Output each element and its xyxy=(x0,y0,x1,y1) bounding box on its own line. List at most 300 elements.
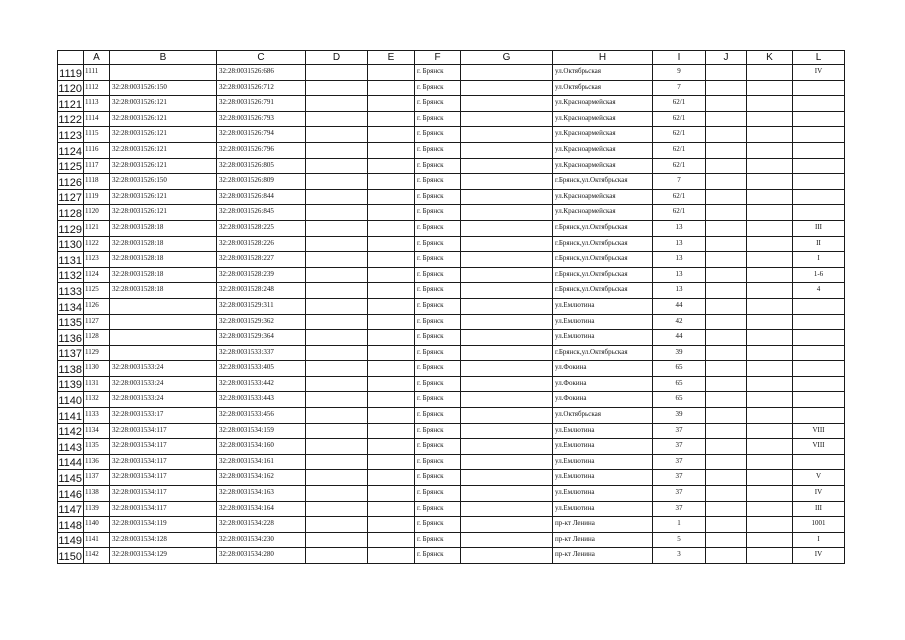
cell-f[interactable]: г. Брянск xyxy=(415,454,461,470)
cell-c[interactable]: 32:28:0031533:442 xyxy=(217,376,306,392)
cell-h[interactable]: ул.Фокина xyxy=(553,392,653,408)
cell-k[interactable] xyxy=(747,142,793,158)
cell-j[interactable] xyxy=(706,142,747,158)
cell-e[interactable] xyxy=(368,111,415,127)
cell-k[interactable] xyxy=(747,532,793,548)
cell-g[interactable] xyxy=(461,267,553,283)
cell-b[interactable]: 32:28:0031528:18 xyxy=(110,267,217,283)
cell-g[interactable] xyxy=(461,330,553,346)
cell-i[interactable]: 37 xyxy=(653,423,706,439)
row-number[interactable]: 1150 xyxy=(58,548,84,564)
cell-b[interactable]: 32:28:0031533:24 xyxy=(110,376,217,392)
cell-j[interactable] xyxy=(706,517,747,533)
cell-a[interactable]: 1120 xyxy=(84,205,110,221)
cell-k[interactable] xyxy=(747,330,793,346)
row-number[interactable]: 1141 xyxy=(58,408,84,424)
cell-d[interactable] xyxy=(306,470,368,486)
cell-c[interactable]: 32:28:0031526:844 xyxy=(217,189,306,205)
row-number[interactable]: 1122 xyxy=(58,111,84,127)
cell-g[interactable] xyxy=(461,298,553,314)
cell-l[interactable] xyxy=(793,376,845,392)
cell-l[interactable] xyxy=(793,205,845,221)
cell-f[interactable]: г. Брянск xyxy=(415,470,461,486)
row-number[interactable]: 1123 xyxy=(58,127,84,143)
cell-h[interactable]: ул.Емлютина xyxy=(553,439,653,455)
cell-b[interactable]: 32:28:0031533:24 xyxy=(110,361,217,377)
cell-l[interactable] xyxy=(793,392,845,408)
cell-b[interactable]: 32:28:0031526:121 xyxy=(110,127,217,143)
cell-k[interactable] xyxy=(747,96,793,112)
cell-i[interactable]: 13 xyxy=(653,236,706,252)
row-number[interactable]: 1120 xyxy=(58,80,84,96)
cell-e[interactable] xyxy=(368,439,415,455)
cell-d[interactable] xyxy=(306,486,368,502)
cell-d[interactable] xyxy=(306,220,368,236)
cell-l[interactable]: IV xyxy=(793,486,845,502)
cell-a[interactable]: 1129 xyxy=(84,345,110,361)
cell-j[interactable] xyxy=(706,532,747,548)
row-number[interactable]: 1126 xyxy=(58,174,84,190)
cell-h[interactable]: г.Брянск,ул.Октябрьская xyxy=(553,267,653,283)
cell-f[interactable]: г. Брянск xyxy=(415,548,461,564)
cell-c[interactable]: 32:28:0031528:248 xyxy=(217,283,306,299)
cell-k[interactable] xyxy=(747,345,793,361)
cell-i[interactable]: 65 xyxy=(653,361,706,377)
cell-c[interactable]: 32:28:0031528:227 xyxy=(217,252,306,268)
cell-c[interactable]: 32:28:0031534:163 xyxy=(217,486,306,502)
cell-c[interactable]: 32:28:0031533:456 xyxy=(217,408,306,424)
cell-a[interactable]: 1119 xyxy=(84,189,110,205)
row-number[interactable]: 1136 xyxy=(58,330,84,346)
cell-h[interactable]: ул.Красноармейская xyxy=(553,158,653,174)
row-number[interactable]: 1121 xyxy=(58,96,84,112)
cell-f[interactable]: г. Брянск xyxy=(415,236,461,252)
cell-b[interactable]: 32:28:0031526:121 xyxy=(110,189,217,205)
cell-d[interactable] xyxy=(306,80,368,96)
cell-b[interactable]: 32:28:0031526:121 xyxy=(110,96,217,112)
cell-j[interactable] xyxy=(706,252,747,268)
cell-f[interactable]: г. Брянск xyxy=(415,189,461,205)
cell-k[interactable] xyxy=(747,80,793,96)
cell-f[interactable]: г. Брянск xyxy=(415,361,461,377)
cell-d[interactable] xyxy=(306,111,368,127)
cell-h[interactable]: пр-кт Ленина xyxy=(553,532,653,548)
cell-d[interactable] xyxy=(306,189,368,205)
cell-d[interactable] xyxy=(306,174,368,190)
cell-d[interactable] xyxy=(306,142,368,158)
cell-k[interactable] xyxy=(747,267,793,283)
cell-a[interactable]: 1140 xyxy=(84,517,110,533)
cell-b[interactable] xyxy=(110,298,217,314)
cell-e[interactable] xyxy=(368,65,415,81)
cell-l[interactable] xyxy=(793,408,845,424)
cell-g[interactable] xyxy=(461,517,553,533)
cell-i[interactable]: 13 xyxy=(653,220,706,236)
cell-h[interactable]: ул.Емлютина xyxy=(553,501,653,517)
cell-i[interactable]: 7 xyxy=(653,174,706,190)
cell-j[interactable] xyxy=(706,548,747,564)
cell-b[interactable]: 32:28:0031534:117 xyxy=(110,501,217,517)
cell-j[interactable] xyxy=(706,423,747,439)
cell-h[interactable]: ул.Красноармейская xyxy=(553,205,653,221)
column-header-k[interactable]: K xyxy=(747,51,793,65)
cell-e[interactable] xyxy=(368,80,415,96)
cell-i[interactable]: 42 xyxy=(653,314,706,330)
row-number[interactable]: 1142 xyxy=(58,423,84,439)
cell-a[interactable]: 1142 xyxy=(84,548,110,564)
cell-c[interactable]: 32:28:0031534:280 xyxy=(217,548,306,564)
cell-e[interactable] xyxy=(368,283,415,299)
cell-d[interactable] xyxy=(306,501,368,517)
cell-c[interactable]: 32:28:0031526:805 xyxy=(217,158,306,174)
cell-g[interactable] xyxy=(461,345,553,361)
cell-e[interactable] xyxy=(368,174,415,190)
cell-e[interactable] xyxy=(368,486,415,502)
cell-i[interactable]: 9 xyxy=(653,65,706,81)
cell-h[interactable]: ул.Емлютина xyxy=(553,423,653,439)
cell-k[interactable] xyxy=(747,548,793,564)
cell-e[interactable] xyxy=(368,361,415,377)
cell-j[interactable] xyxy=(706,236,747,252)
cell-e[interactable] xyxy=(368,423,415,439)
cell-d[interactable] xyxy=(306,205,368,221)
cell-c[interactable]: 32:28:0031534:164 xyxy=(217,501,306,517)
cell-d[interactable] xyxy=(306,127,368,143)
cell-b[interactable]: 32:28:0031534:117 xyxy=(110,454,217,470)
cell-h[interactable]: ул.Фокина xyxy=(553,361,653,377)
cell-f[interactable]: г. Брянск xyxy=(415,392,461,408)
cell-h[interactable]: ул.Емлютина xyxy=(553,454,653,470)
cell-e[interactable] xyxy=(368,298,415,314)
row-number[interactable]: 1143 xyxy=(58,439,84,455)
cell-a[interactable]: 1115 xyxy=(84,127,110,143)
cell-j[interactable] xyxy=(706,283,747,299)
cell-l[interactable]: VIII xyxy=(793,423,845,439)
cell-i[interactable]: 62/1 xyxy=(653,142,706,158)
cell-a[interactable]: 1121 xyxy=(84,220,110,236)
cell-c[interactable]: 32:28:0031533:443 xyxy=(217,392,306,408)
cell-k[interactable] xyxy=(747,486,793,502)
cell-g[interactable] xyxy=(461,408,553,424)
cell-h[interactable]: г.Брянск,ул.Октябрьская xyxy=(553,345,653,361)
cell-g[interactable] xyxy=(461,236,553,252)
row-number[interactable]: 1145 xyxy=(58,470,84,486)
cell-a[interactable]: 1136 xyxy=(84,454,110,470)
cell-c[interactable]: 32:28:0031533:405 xyxy=(217,361,306,377)
cell-j[interactable] xyxy=(706,205,747,221)
cell-h[interactable]: ул.Красноармейская xyxy=(553,189,653,205)
cell-k[interactable] xyxy=(747,298,793,314)
cell-j[interactable] xyxy=(706,220,747,236)
cell-g[interactable] xyxy=(461,142,553,158)
cell-b[interactable] xyxy=(110,65,217,81)
column-header-a[interactable]: A xyxy=(84,51,110,65)
cell-b[interactable]: 32:28:0031526:150 xyxy=(110,174,217,190)
cell-a[interactable]: 1126 xyxy=(84,298,110,314)
cell-l[interactable]: V xyxy=(793,470,845,486)
cell-e[interactable] xyxy=(368,142,415,158)
cell-i[interactable]: 65 xyxy=(653,376,706,392)
cell-e[interactable] xyxy=(368,376,415,392)
cell-e[interactable] xyxy=(368,408,415,424)
cell-k[interactable] xyxy=(747,361,793,377)
cell-b[interactable]: 32:28:0031528:18 xyxy=(110,252,217,268)
column-header-i[interactable]: I xyxy=(653,51,706,65)
cell-j[interactable] xyxy=(706,454,747,470)
cell-i[interactable]: 62/1 xyxy=(653,158,706,174)
cell-b[interactable] xyxy=(110,330,217,346)
cell-g[interactable] xyxy=(461,111,553,127)
cell-a[interactable]: 1124 xyxy=(84,267,110,283)
cell-b[interactable]: 32:28:0031528:18 xyxy=(110,283,217,299)
cell-f[interactable]: г. Брянск xyxy=(415,439,461,455)
cell-e[interactable] xyxy=(368,517,415,533)
row-number[interactable]: 1139 xyxy=(58,376,84,392)
cell-d[interactable] xyxy=(306,65,368,81)
cell-c[interactable]: 32:28:0031534:160 xyxy=(217,439,306,455)
cell-e[interactable] xyxy=(368,252,415,268)
cell-c[interactable]: 32:28:0031533:337 xyxy=(217,345,306,361)
cell-a[interactable]: 1141 xyxy=(84,532,110,548)
cell-g[interactable] xyxy=(461,486,553,502)
cell-e[interactable] xyxy=(368,236,415,252)
cell-f[interactable]: г. Брянск xyxy=(415,330,461,346)
cell-j[interactable] xyxy=(706,96,747,112)
cell-l[interactable] xyxy=(793,142,845,158)
cell-i[interactable]: 37 xyxy=(653,486,706,502)
cell-i[interactable]: 3 xyxy=(653,548,706,564)
cell-e[interactable] xyxy=(368,470,415,486)
row-number[interactable]: 1129 xyxy=(58,220,84,236)
cell-i[interactable]: 62/1 xyxy=(653,111,706,127)
cell-g[interactable] xyxy=(461,392,553,408)
cell-a[interactable]: 1122 xyxy=(84,236,110,252)
cell-c[interactable]: 32:28:0031526:845 xyxy=(217,205,306,221)
cell-h[interactable]: ул.Емлютина xyxy=(553,470,653,486)
cell-f[interactable]: г. Брянск xyxy=(415,314,461,330)
cell-h[interactable]: пр-кт Ленина xyxy=(553,517,653,533)
cell-k[interactable] xyxy=(747,423,793,439)
cell-d[interactable] xyxy=(306,314,368,330)
cell-g[interactable] xyxy=(461,501,553,517)
row-number[interactable]: 1147 xyxy=(58,501,84,517)
column-header-h[interactable]: H xyxy=(553,51,653,65)
cell-h[interactable]: ул.Октябрьская xyxy=(553,65,653,81)
cell-c[interactable]: 32:28:0031529:311 xyxy=(217,298,306,314)
column-header-f[interactable]: F xyxy=(415,51,461,65)
cell-a[interactable]: 1134 xyxy=(84,423,110,439)
cell-c[interactable]: 32:28:0031526:809 xyxy=(217,174,306,190)
cell-d[interactable] xyxy=(306,345,368,361)
row-number[interactable]: 1132 xyxy=(58,267,84,283)
cell-g[interactable] xyxy=(461,439,553,455)
row-number[interactable]: 1131 xyxy=(58,252,84,268)
cell-c[interactable]: 32:28:0031529:364 xyxy=(217,330,306,346)
cell-l[interactable]: I xyxy=(793,252,845,268)
cell-i[interactable]: 62/1 xyxy=(653,96,706,112)
cell-l[interactable] xyxy=(793,345,845,361)
cell-h[interactable]: пр-кт Ленина xyxy=(553,548,653,564)
cell-j[interactable] xyxy=(706,267,747,283)
cell-f[interactable]: г. Брянск xyxy=(415,298,461,314)
cell-g[interactable] xyxy=(461,127,553,143)
cell-h[interactable]: ул.Красноармейская xyxy=(553,96,653,112)
cell-k[interactable] xyxy=(747,439,793,455)
cell-f[interactable]: г. Брянск xyxy=(415,345,461,361)
cell-k[interactable] xyxy=(747,470,793,486)
cell-b[interactable]: 32:28:0031528:18 xyxy=(110,220,217,236)
cell-a[interactable]: 1139 xyxy=(84,501,110,517)
row-number[interactable]: 1138 xyxy=(58,361,84,377)
cell-k[interactable] xyxy=(747,174,793,190)
cell-b[interactable]: 32:28:0031526:121 xyxy=(110,142,217,158)
cell-f[interactable]: г. Брянск xyxy=(415,532,461,548)
cell-e[interactable] xyxy=(368,454,415,470)
cell-i[interactable]: 13 xyxy=(653,252,706,268)
cell-e[interactable] xyxy=(368,532,415,548)
column-header-j[interactable]: J xyxy=(706,51,747,65)
cell-i[interactable]: 37 xyxy=(653,439,706,455)
cell-d[interactable] xyxy=(306,267,368,283)
cell-l[interactable]: IV xyxy=(793,65,845,81)
cell-a[interactable]: 1137 xyxy=(84,470,110,486)
cell-c[interactable]: 32:28:0031534:161 xyxy=(217,454,306,470)
cell-h[interactable]: ул.Красноармейская xyxy=(553,127,653,143)
cell-h[interactable]: г.Брянск,ул.Октябрьская xyxy=(553,174,653,190)
cell-f[interactable]: г. Брянск xyxy=(415,220,461,236)
row-number[interactable]: 1127 xyxy=(58,189,84,205)
column-header-c[interactable]: C xyxy=(217,51,306,65)
row-number[interactable]: 1134 xyxy=(58,298,84,314)
cell-f[interactable]: г. Брянск xyxy=(415,80,461,96)
cell-f[interactable]: г. Брянск xyxy=(415,423,461,439)
cell-e[interactable] xyxy=(368,345,415,361)
cell-d[interactable] xyxy=(306,454,368,470)
cell-d[interactable] xyxy=(306,517,368,533)
cell-g[interactable] xyxy=(461,548,553,564)
cell-k[interactable] xyxy=(747,392,793,408)
cell-j[interactable] xyxy=(706,65,747,81)
cell-c[interactable]: 32:28:0031528:226 xyxy=(217,236,306,252)
row-number[interactable]: 1124 xyxy=(58,142,84,158)
cell-c[interactable]: 32:28:0031526:791 xyxy=(217,96,306,112)
cell-a[interactable]: 1128 xyxy=(84,330,110,346)
cell-h[interactable]: ул.Емлютина xyxy=(553,486,653,502)
cell-f[interactable]: г. Брянск xyxy=(415,174,461,190)
cell-d[interactable] xyxy=(306,330,368,346)
cell-i[interactable]: 39 xyxy=(653,408,706,424)
row-number[interactable]: 1146 xyxy=(58,486,84,502)
cell-c[interactable]: 32:28:0031534:228 xyxy=(217,517,306,533)
cell-c[interactable]: 32:28:0031534:159 xyxy=(217,423,306,439)
cell-l[interactable]: 1001 xyxy=(793,517,845,533)
cell-g[interactable] xyxy=(461,252,553,268)
cell-k[interactable] xyxy=(747,283,793,299)
cell-c[interactable]: 32:28:0031526:712 xyxy=(217,80,306,96)
cell-l[interactable]: I xyxy=(793,532,845,548)
cell-j[interactable] xyxy=(706,80,747,96)
cell-e[interactable] xyxy=(368,220,415,236)
cell-f[interactable]: г. Брянск xyxy=(415,65,461,81)
cell-c[interactable]: 32:28:0031526:796 xyxy=(217,142,306,158)
cell-l[interactable]: 4 xyxy=(793,283,845,299)
cell-i[interactable]: 1 xyxy=(653,517,706,533)
cell-g[interactable] xyxy=(461,423,553,439)
cell-i[interactable]: 62/1 xyxy=(653,189,706,205)
cell-j[interactable] xyxy=(706,330,747,346)
cell-j[interactable] xyxy=(706,298,747,314)
cell-k[interactable] xyxy=(747,205,793,221)
cell-a[interactable]: 1123 xyxy=(84,252,110,268)
cell-h[interactable]: ул.Октябрьская xyxy=(553,80,653,96)
cell-f[interactable]: г. Брянск xyxy=(415,252,461,268)
cell-b[interactable]: 32:28:0031528:18 xyxy=(110,236,217,252)
cell-k[interactable] xyxy=(747,454,793,470)
row-number[interactable]: 1144 xyxy=(58,454,84,470)
cell-d[interactable] xyxy=(306,392,368,408)
cell-j[interactable] xyxy=(706,501,747,517)
cell-d[interactable] xyxy=(306,96,368,112)
cell-a[interactable]: 1118 xyxy=(84,174,110,190)
cell-a[interactable]: 1111 xyxy=(84,65,110,81)
cell-a[interactable]: 1132 xyxy=(84,392,110,408)
cell-l[interactable] xyxy=(793,314,845,330)
cell-a[interactable]: 1135 xyxy=(84,439,110,455)
cell-d[interactable] xyxy=(306,236,368,252)
cell-j[interactable] xyxy=(706,361,747,377)
cell-d[interactable] xyxy=(306,423,368,439)
cell-k[interactable] xyxy=(747,376,793,392)
row-number[interactable]: 1148 xyxy=(58,517,84,533)
cell-e[interactable] xyxy=(368,330,415,346)
cell-a[interactable]: 1131 xyxy=(84,376,110,392)
row-number[interactable]: 1149 xyxy=(58,532,84,548)
row-number[interactable]: 1133 xyxy=(58,283,84,299)
cell-i[interactable]: 5 xyxy=(653,532,706,548)
cell-e[interactable] xyxy=(368,314,415,330)
cell-l[interactable] xyxy=(793,158,845,174)
cell-j[interactable] xyxy=(706,408,747,424)
cell-j[interactable] xyxy=(706,376,747,392)
cell-k[interactable] xyxy=(747,236,793,252)
cell-b[interactable]: 32:28:0031526:121 xyxy=(110,158,217,174)
cell-h[interactable]: г.Брянск,ул.Октябрьская xyxy=(553,252,653,268)
cell-k[interactable] xyxy=(747,158,793,174)
cell-j[interactable] xyxy=(706,439,747,455)
cell-g[interactable] xyxy=(461,532,553,548)
cell-k[interactable] xyxy=(747,408,793,424)
cell-c[interactable]: 32:28:0031526:686 xyxy=(217,65,306,81)
cell-l[interactable]: II xyxy=(793,236,845,252)
cell-i[interactable]: 62/1 xyxy=(653,205,706,221)
cell-g[interactable] xyxy=(461,283,553,299)
cell-f[interactable]: г. Брянск xyxy=(415,376,461,392)
cell-d[interactable] xyxy=(306,439,368,455)
cell-a[interactable]: 1112 xyxy=(84,80,110,96)
cell-a[interactable]: 1117 xyxy=(84,158,110,174)
cell-d[interactable] xyxy=(306,408,368,424)
cell-i[interactable]: 7 xyxy=(653,80,706,96)
cell-g[interactable] xyxy=(461,65,553,81)
column-header-b[interactable]: B xyxy=(110,51,217,65)
cell-j[interactable] xyxy=(706,392,747,408)
cell-d[interactable] xyxy=(306,532,368,548)
cell-g[interactable] xyxy=(461,220,553,236)
cell-g[interactable] xyxy=(461,454,553,470)
cell-b[interactable] xyxy=(110,314,217,330)
cell-e[interactable] xyxy=(368,96,415,112)
cell-i[interactable]: 37 xyxy=(653,454,706,470)
